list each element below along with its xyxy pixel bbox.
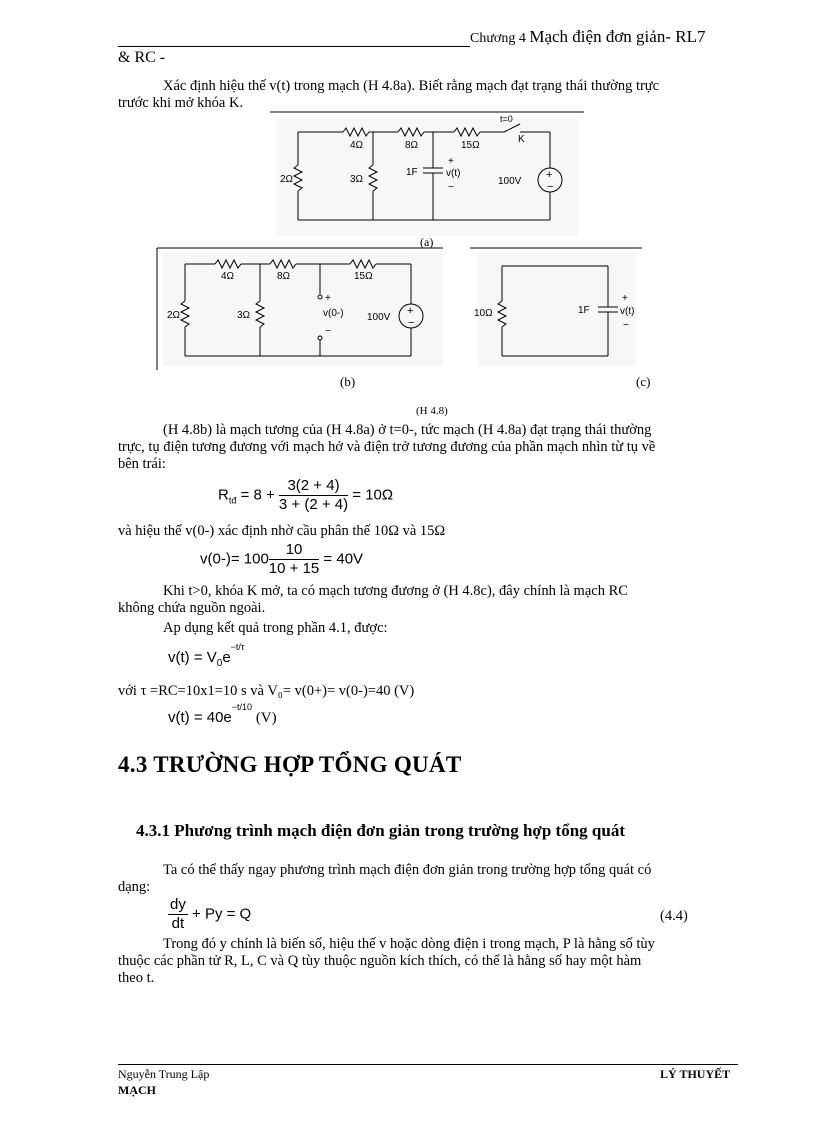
- label-r1: 4Ω: [221, 271, 235, 282]
- label-source: 100V: [367, 312, 391, 323]
- equation-general: $\frac{dy}{dt}$ + Py = Q: [170, 896, 252, 932]
- label-v: v(t): [446, 168, 461, 179]
- paragraph-line: theo t.: [118, 970, 155, 986]
- label-plus: +: [325, 293, 331, 304]
- equation-rtd: $R_{tđ} = 8$ + $\frac{3(2 + 4)}{3 + (2 + 4)}$ = 10Ω: [218, 477, 394, 513]
- header-continuation: & RC -: [118, 49, 166, 66]
- label-r-mid: 3Ω: [237, 310, 251, 321]
- fraction: $\frac{3(2 + 4)}{3 + (2 + 4)}$: [278, 477, 349, 513]
- circuit-figure-a: [268, 110, 588, 245]
- label-minus: −: [325, 326, 331, 337]
- circuit-figure-b: [155, 246, 445, 371]
- figure-background: [276, 118, 578, 236]
- paragraph-line: Trong đó y chính là biến số, hiệu thế v hoặc dòng điện i trong mạch, P là hằng số tùy: [163, 936, 655, 952]
- paragraph-line: Ta có thể thấy ngay phương trình mạch điện đơn giản trong trường hợp tổng quát có: [163, 862, 652, 878]
- running-header: Chương 4 Mạch điện đơn giản- RL7: [470, 27, 706, 46]
- paragraph-line: thuộc các phần tử R, L, C và Q tùy thuộc nguồn kích thích, có thể là hằng số hay một hàm: [118, 953, 642, 969]
- paragraph-line: bên trái:: [118, 456, 166, 472]
- caption-c: (c): [636, 374, 651, 389]
- footer-second: MẠCH: [118, 1083, 156, 1097]
- label-r1: 4Ω: [350, 140, 364, 151]
- label-plus: +: [622, 293, 628, 304]
- equation-vt-solution: $v(t) = 40e^{-t/10}$ (V): [168, 702, 277, 726]
- page-number: 7: [696, 27, 706, 46]
- label-plus: +: [448, 156, 454, 167]
- fraction: $\frac{dy}{dt}$: [170, 896, 186, 932]
- paragraph-line: với τ =RC=10x1=10 s và V₀= v(0+)= v(0-)=40 (V): [118, 683, 415, 699]
- equation-v0: v(0-)= 100 $\frac{10}{10 + 15}$ = 40V: [200, 541, 364, 577]
- label-r2: 8Ω: [405, 140, 419, 151]
- fraction: $\frac{10}{10 + 15}$: [268, 541, 320, 577]
- subsection-heading: 4.3.1 Phương trình mạch điện đơn giản trong trường hợp tổng quát: [136, 821, 625, 840]
- figure-caption: (H 4.8): [416, 405, 448, 417]
- label-v: v(t): [620, 306, 635, 317]
- source-minus: −: [547, 181, 554, 193]
- section-heading: 4.3 TRƯỜNG HỢP TỔNG QUÁT: [118, 752, 462, 777]
- equation-vt-general: $v(t) = V_0e^{-t/\tau}$: [168, 642, 245, 669]
- circuit-figure-c: [470, 246, 650, 371]
- header-rule: [118, 46, 470, 47]
- paragraph-line: trực, tụ điện tương đương với mạch hở và điện trở tương đương của phần mạch nhìn từ tụ về: [118, 439, 656, 455]
- footer-author: Nguyễn Trung Lập: [118, 1067, 210, 1081]
- label-minus: −: [448, 182, 454, 193]
- footer-rule: [118, 1064, 738, 1065]
- paragraph-line: Khi t>0, khóa K mở, ta có mạch tương đương ở (H 4.8c), đây chính là mạch RC: [163, 583, 628, 599]
- label-capacitor: 1F: [578, 305, 590, 316]
- label-r-mid: 3Ω: [350, 174, 364, 185]
- equation-number: (4.4): [660, 908, 688, 924]
- label-r3: 15Ω: [461, 140, 480, 151]
- caption-b: (b): [340, 374, 356, 389]
- label-r3: 15Ω: [354, 271, 373, 282]
- label-source: 100V: [498, 176, 522, 187]
- source-plus: +: [546, 169, 553, 181]
- paragraph-line: dạng:: [118, 879, 151, 895]
- label-switch: K: [518, 134, 525, 145]
- paragraph-line: Xác định hiệu thế v(t) trong mạch (H 4.8a). Biết rằng mạch đạt trạng thái thường trực: [163, 78, 660, 94]
- footer-right: LÝ THUYẾT: [660, 1067, 731, 1081]
- label-r2: 8Ω: [277, 271, 291, 282]
- label-v0: v(0-): [323, 308, 344, 319]
- source-plus: +: [407, 305, 414, 317]
- label-switch-time: t=0: [500, 114, 513, 124]
- caption-a: (a): [420, 235, 434, 249]
- label-capacitor: 1F: [406, 167, 418, 178]
- paragraph-line: Ap dụng kết quả trong phần 4.1, được:: [163, 620, 388, 636]
- label-r-left: 2Ω: [167, 310, 181, 321]
- source-minus: −: [408, 317, 415, 329]
- paragraph-line: trước khi mở khóa K.: [118, 95, 244, 111]
- paragraph-line: và hiệu thế v(0-) xác định nhờ cầu phân thế 10Ω và 15Ω: [118, 523, 446, 539]
- paragraph-line: (H 4.8b) là mạch tương của (H 4.8a) ở t=0-, tức mạch (H 4.8a) đạt trạng thái thường: [163, 422, 652, 438]
- label-r-left: 2Ω: [280, 174, 294, 185]
- paragraph-line: không chứa nguồn ngoài.: [118, 600, 266, 616]
- label-r: 10Ω: [474, 308, 493, 319]
- label-minus: −: [623, 320, 629, 331]
